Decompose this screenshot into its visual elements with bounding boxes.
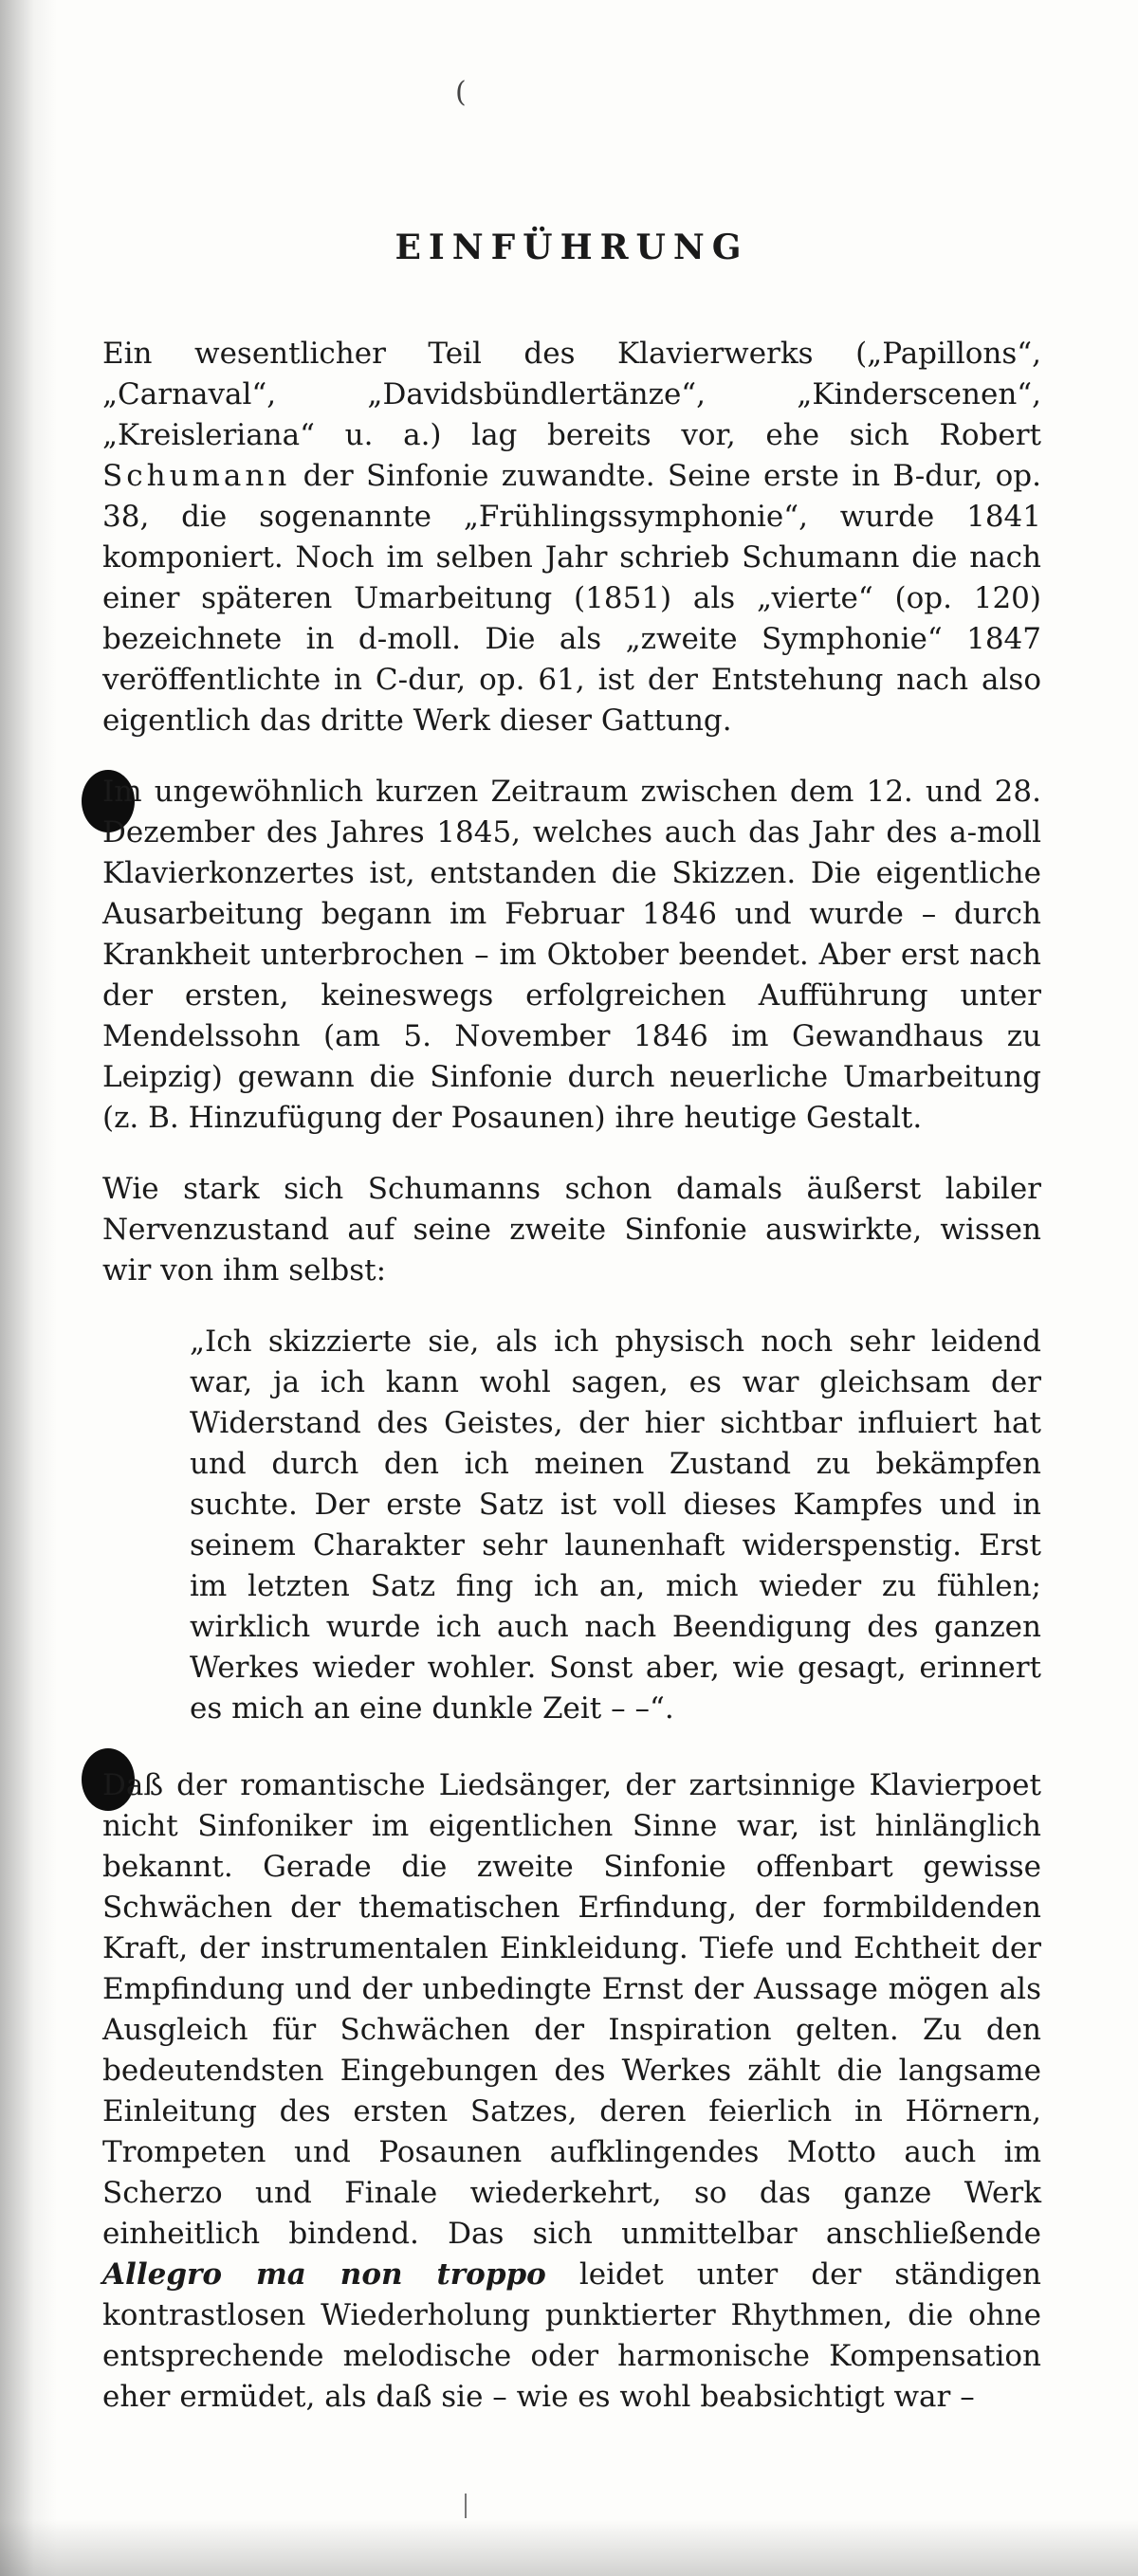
paragraph-1-text: Ein wesentlicher Teil des Klavierwerks („Papillons“, „Carnaval“, „Davidsbündlertänze“, „Kinderscenen“, „Kreisleriana“ u. a.) lag bereits vor, ehe sich Robert: [102, 337, 1041, 452]
paragraph-4-end: leidet unter der ständigen kontrastlosen Wiederholung punktierter Rhythmen, die ohne entsprechende melodische oder harmonische Kompensation eher ermüdet, als daß sie – wie es wohl beabsichtigt war –: [102, 2257, 1042, 2414]
paragraph-4: [102, 1765, 1041, 2418]
paragraph-3: Wie stark sich Schumanns schon damals äußerst labiler Nervenzustand auf seine zweite Sinfonie auswirkte, wissen wir von ihm selbst:: [102, 1172, 1041, 1288]
document-page: [102, 228, 1041, 2448]
paragraph-2: Im ungewöhnlich kurzen Zeitraum zwischen dem 12. und 28. Dezember des Jahres 1845, welches auch das Jahr des a-moll Klavierkonzertes ist, entstanden die Skizzen. Die eigentliche Ausarbeitung begann im Februar 1846 und wurde – durch Krankheit unterbrochen – im Oktober beendet. Aber erst nach der ersten, keineswegs erfolgreichen Aufführung unter Mendelssohn (am 5. November 1846 im Gewandhaus zu Leipzig) gewann die Sinfonie durch neuerliche Umarbeitung (z. B. Hinzufügung der Posaunen) ihre heutige Gestalt.: [102, 775, 1041, 1135]
tempo-marking: Allegro ma non troppo: [102, 2257, 546, 2292]
page-bottom-tick: [465, 2494, 467, 2518]
composer-name: Schumann: [102, 459, 291, 493]
paragraph-1: [102, 334, 1041, 741]
page-title: EINFÜHRUNG: [395, 228, 749, 267]
top-mark: (: [455, 76, 467, 109]
scan-edge-shadow: [0, 0, 57, 2576]
scan-bottom-shadow: [0, 2519, 1138, 2576]
paragraph-1-end: der Sinfonie zuwandte. Seine erste in B-dur, op. 38, die sogenannte „Frühlingssymphonie“, wurde 1841 komponiert. Noch im selben Jahr schrieb Schumann die nach einer späteren Umarbeitung (1851) als „vierte“ (op. 120) bezeichnete in d-moll. Die als „zweite Symphonie“ 1847 veröffentlichte in C-dur, op. 61, ist der Entstehung nach also eigentlich das dritte Werk dieser Gattung.: [102, 459, 1041, 738]
quotation: „Ich skizzierte sie, als ich physisch noch sehr leidend war, ja ich kann wohl sagen, es war gleichsam der Widerstand des Geistes, der hier sichtbar influiert hat und durch den ich meinen Zustand zu bekämpfen suchte. Der erste Satz ist voll dieses Kampfes und in seinem Charakter sehr launenhaft widerspenstig. Erst im letzten Satz fing ich an, mich wieder zu fühlen; wirklich wurde ich auch nach Beendigung des ganzen Werkes wieder wohler. Sonst aber, wie gesagt, erinnert es mich an eine dunkle Zeit – –“.: [190, 1325, 1041, 1726]
paragraph-4-text: Daß der romantische Liedsänger, der zartsinnige Klavierpoet nicht Sinfoniker im eigentlichen Sinne war, ist hinlänglich bekannt. Gerade die zweite Sinfonie offenbart gewisse Schwächen der thematischen Erfindung, der formbildenden Kraft, der instrumentalen Einkleidung. Tiefe und Echtheit der Empfindung und der unbedingte Ernst der Aussage mögen als Ausgleich für Schwächen der Inspiration gelten. Zu den bedeutendsten Eingebungen des Werkes zählt die langsame Einleitung des ersten Satzes, deren feierlich in Hörnern, Trompeten und Posaunen aufklingendes Motto auch im Scherzo und Finale wiederkehrt, so das ganze Werk einheitlich bindend. Das sich unmittelbar anschließende: [102, 1768, 1041, 2251]
